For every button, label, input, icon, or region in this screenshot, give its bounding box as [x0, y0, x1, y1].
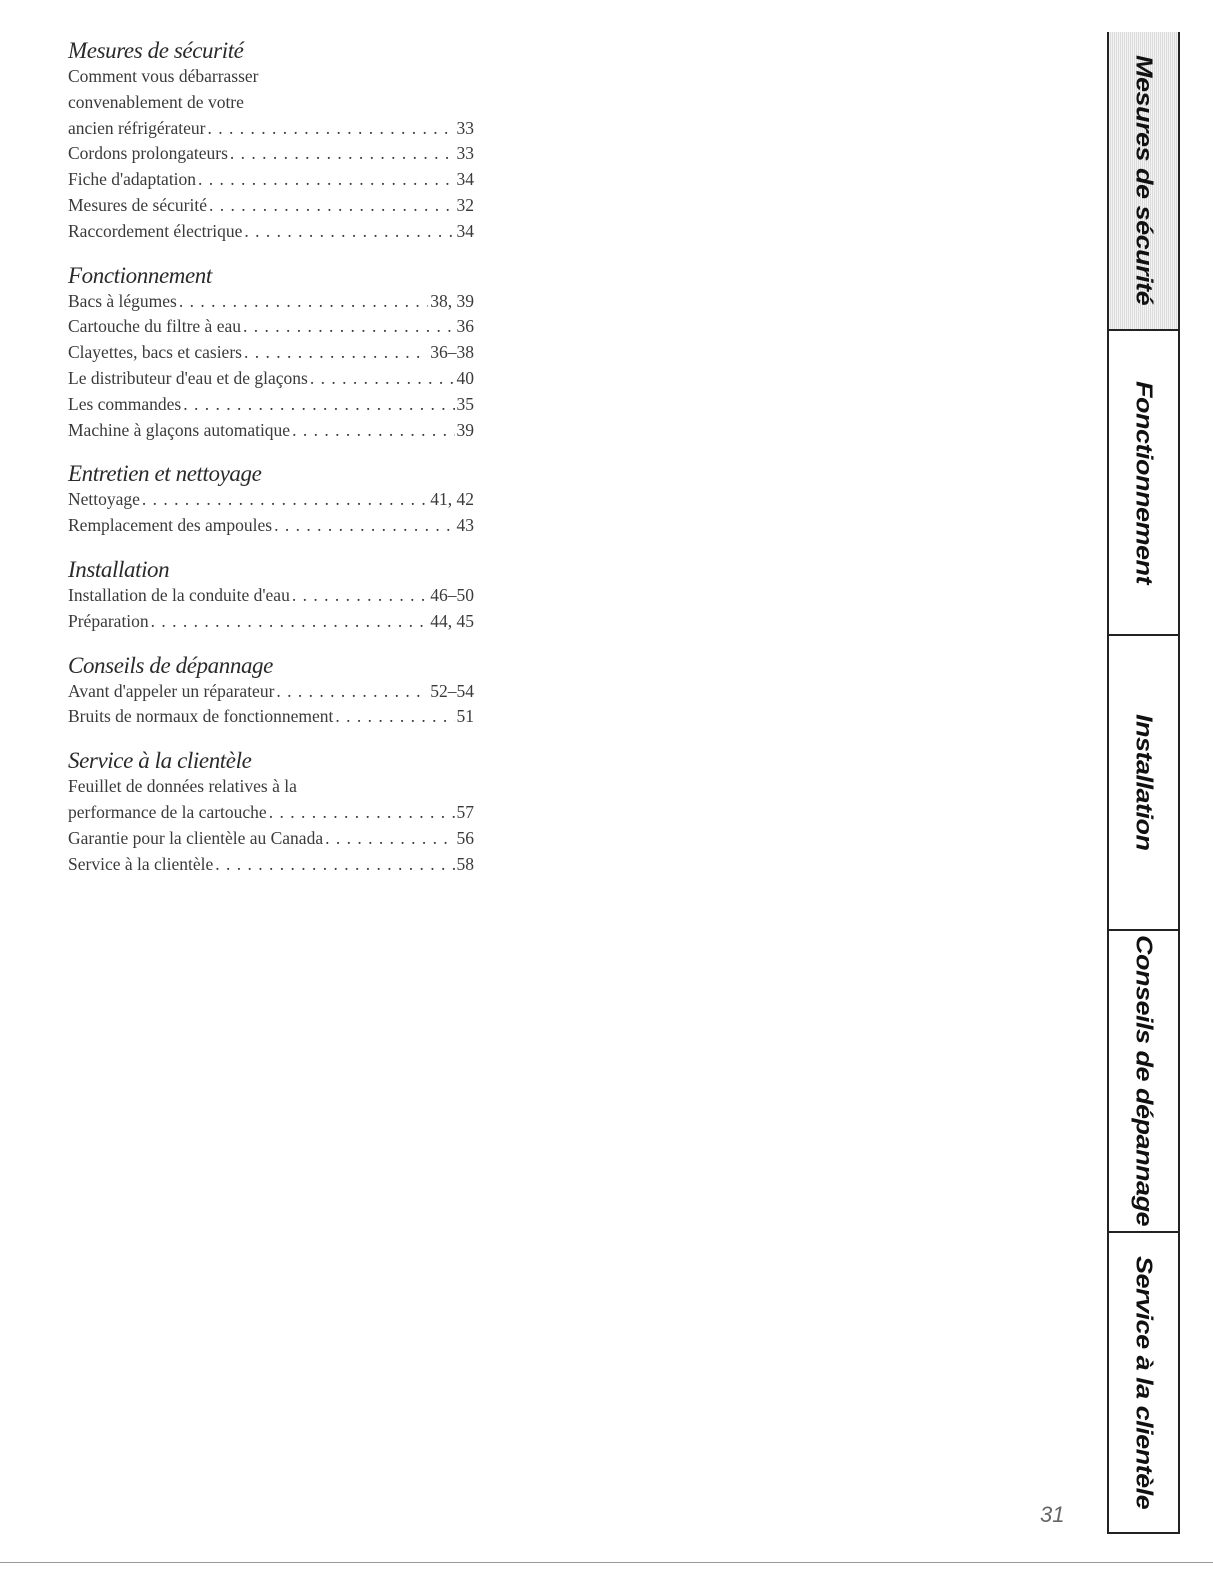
- toc-entry[interactable]: [68, 583, 474, 609]
- toc-section-care-cleaning: [68, 461, 474, 539]
- toc-entry-page: 43: [456, 515, 474, 536]
- dot-leader: [325, 826, 454, 852]
- tab-label: Service à la clientèle: [1131, 1255, 1157, 1510]
- section-title: Entretien et nettoyage: [68, 461, 262, 487]
- dot-leader: [230, 141, 455, 167]
- section-title: Installation: [68, 556, 170, 582]
- toc-entry[interactable]: [68, 167, 474, 193]
- toc-section-safety: [68, 38, 474, 245]
- toc-section-installation: [68, 557, 474, 635]
- toc-entry[interactable]: [68, 826, 474, 852]
- dot-leader: [179, 289, 428, 315]
- toc-entry-label: Garantie pour la clientèle au Canada: [68, 827, 324, 848]
- toc-entry-page: 41, 42: [430, 489, 474, 510]
- toc-entry-label: Cordons prolongateurs: [68, 143, 228, 164]
- toc-entry-label: Installation de la conduite d'eau: [68, 584, 290, 605]
- toc-entry-label: Cartouche du filtre à eau: [68, 316, 241, 337]
- dot-leader: [215, 852, 454, 878]
- toc-entry-label: Le distributeur d'eau et de glaçons: [68, 367, 308, 388]
- toc-entry-page: 56: [456, 827, 474, 848]
- toc-text-line: Feuillet de données relatives à la: [68, 776, 297, 797]
- toc-text-line: Comment vous débarrasser: [68, 66, 259, 86]
- toc-entry-page: 57: [456, 801, 474, 822]
- toc-entry-label: Raccordement électrique: [68, 220, 243, 241]
- toc-section-operation: [68, 263, 474, 444]
- toc-section-troubleshooting: [68, 653, 474, 731]
- dot-leader: [198, 167, 454, 193]
- dot-leader: [151, 609, 429, 635]
- toc-entry[interactable]: [68, 852, 474, 878]
- toc-entry-page: 36: [456, 316, 474, 337]
- toc-entry-page: 51: [456, 706, 474, 727]
- dot-leader: [335, 704, 454, 730]
- toc-entry-page: 36–38: [430, 342, 474, 363]
- toc-entry-label: Les commandes: [68, 393, 182, 414]
- toc-entry-page: 38, 39: [430, 290, 474, 311]
- section-title: Conseils de dépannage: [68, 652, 273, 678]
- toc-entry[interactable]: [68, 418, 474, 444]
- toc-entry-label: Machine à glaçons automatique: [68, 419, 291, 440]
- toc-entry[interactable]: [68, 193, 474, 219]
- dot-leader: [183, 392, 454, 418]
- dot-leader: [310, 366, 455, 392]
- toc-text-line: convenablement de votre: [68, 91, 244, 112]
- toc-entry[interactable]: [68, 679, 474, 705]
- toc-entry-page: 35: [456, 393, 474, 414]
- toc-section-consumer-support: [68, 748, 474, 877]
- toc-entry[interactable]: [68, 314, 474, 340]
- tab-label: Installation: [1131, 714, 1157, 851]
- toc-entry-page: 32: [456, 194, 474, 215]
- toc-entry-label: Remplacement des ampoules: [68, 515, 273, 536]
- toc-entry-page: 44, 45: [430, 610, 474, 631]
- dot-leader: [243, 314, 455, 340]
- dot-leader: [244, 340, 428, 366]
- bottom-rule: [0, 1562, 1213, 1563]
- dot-leader: [269, 800, 455, 826]
- section-tabs: [1107, 32, 1180, 1534]
- toc-entry-page: 33: [456, 143, 474, 164]
- toc-entry-label: Clayettes, bacs et casiers: [68, 342, 242, 363]
- toc-entry-page: 34: [456, 220, 474, 241]
- toc-entry-label: Service à la clientèle: [68, 853, 214, 874]
- dot-leader: [292, 418, 454, 444]
- toc-entry[interactable]: [68, 366, 474, 392]
- page-number: 31: [1040, 1502, 1065, 1527]
- toc-entry[interactable]: [68, 609, 474, 635]
- tab-safety[interactable]: [1109, 32, 1178, 329]
- toc-entry-label: Bacs à légumes: [68, 290, 177, 311]
- toc-entry[interactable]: [68, 800, 474, 826]
- dot-leader: [209, 193, 455, 219]
- toc-entry-page: 33: [456, 117, 474, 138]
- section-title: Mesures de sécurité: [68, 38, 244, 63]
- toc-entry-label: performance de la cartouche: [68, 801, 267, 822]
- tab-troubleshooting[interactable]: [1109, 929, 1178, 1231]
- toc-entry-page: 34: [456, 169, 474, 190]
- dot-leader: [276, 679, 428, 705]
- tab-consumer-support[interactable]: [1109, 1231, 1178, 1532]
- tab-label: Fonctionnement: [1131, 381, 1157, 584]
- toc-entry-page: 40: [456, 367, 474, 388]
- toc-entry[interactable]: [68, 392, 474, 418]
- toc-entry-label: Préparation: [68, 610, 149, 631]
- toc-entry-label: Bruits de normaux de fonctionnement: [68, 706, 334, 727]
- tab-label: Mesures de sécurité: [1131, 55, 1157, 306]
- dot-leader: [292, 583, 428, 609]
- section-title: Fonctionnement: [68, 262, 212, 288]
- toc-entry-page: 58: [456, 853, 474, 874]
- toc-entry-label: Mesures de sécurité: [68, 194, 207, 215]
- toc-entry-page: 39: [456, 419, 474, 440]
- toc-entry-label: Nettoyage: [68, 489, 140, 510]
- tab-operation[interactable]: [1109, 329, 1178, 634]
- section-title: Service à la clientèle: [68, 748, 252, 774]
- toc-entry-page: 46–50: [430, 584, 474, 605]
- toc-entry-label: ancien réfrigérateur: [68, 117, 206, 138]
- toc-entry[interactable]: [68, 116, 474, 142]
- toc-entry[interactable]: [68, 487, 474, 513]
- tab-installation[interactable]: [1109, 634, 1178, 929]
- toc-entry[interactable]: [68, 704, 474, 730]
- toc-entry-label: Fiche d'adaptation: [68, 169, 197, 190]
- tab-label: Conseils de dépannage: [1131, 935, 1157, 1227]
- table-of-contents: [68, 38, 474, 895]
- dot-leader: [244, 219, 454, 245]
- dot-leader: [274, 513, 454, 539]
- toc-entry[interactable]: [68, 513, 474, 539]
- toc-entry[interactable]: [68, 219, 474, 245]
- toc-entry[interactable]: [68, 340, 474, 366]
- dot-leader: [207, 116, 454, 142]
- toc-entry-label: Avant d'appeler un réparateur: [68, 680, 275, 701]
- toc-entry-page: 52–54: [430, 680, 474, 701]
- dot-leader: [142, 487, 428, 513]
- toc-entry[interactable]: [68, 141, 474, 167]
- toc-entry[interactable]: [68, 289, 474, 315]
